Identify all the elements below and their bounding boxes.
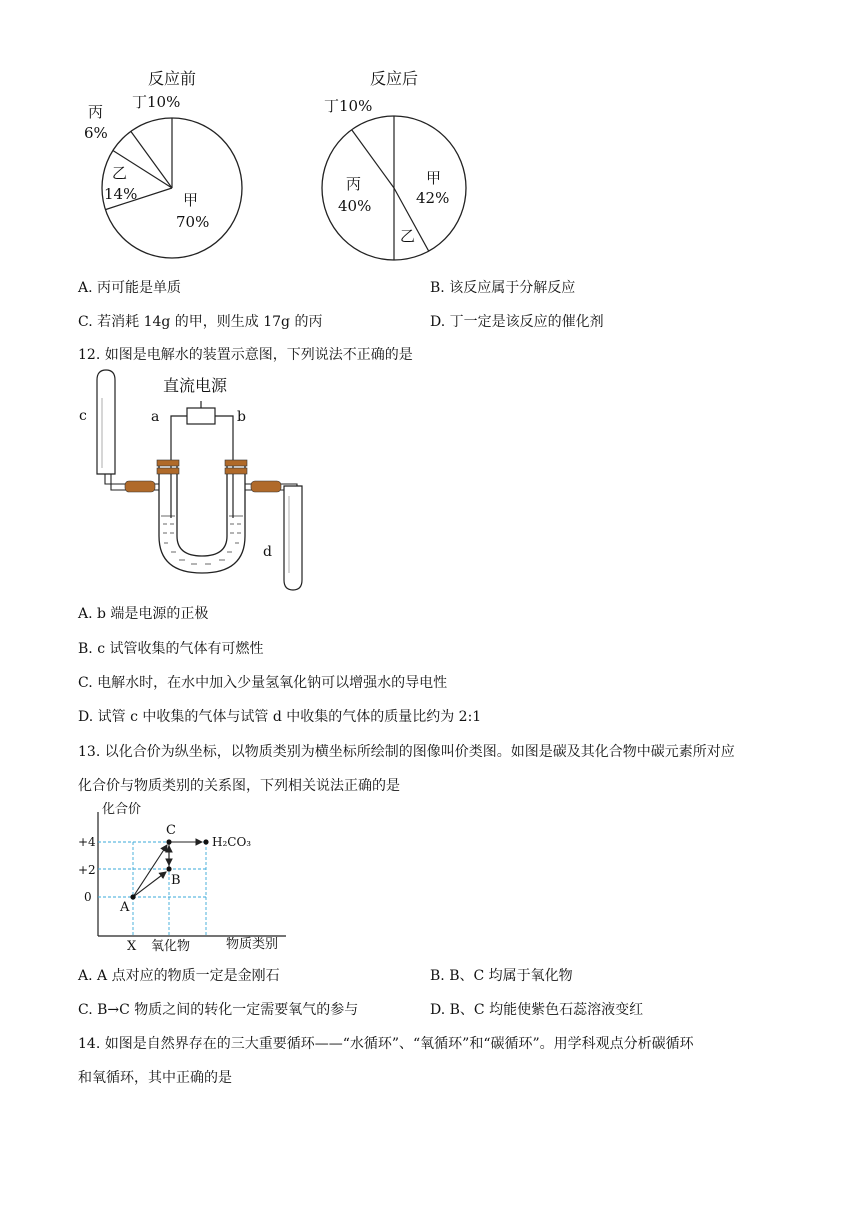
terminal-b-label: b [237, 409, 246, 425]
point-c [166, 839, 171, 844]
test-tube-d [284, 486, 302, 590]
pie-after-label-jia-pct: 42% [416, 189, 450, 207]
water-fill [161, 516, 243, 564]
q14-stem-line2: 和氧循环，其中正确的是 [78, 1070, 232, 1086]
label-a: A [120, 900, 130, 915]
label-b: B [171, 873, 181, 888]
q11-option-b: B. 该反应属于分解反应 [430, 280, 576, 296]
point-b [166, 866, 171, 871]
q12-option-d: D. 试管 c 中收集的气体与试管 d 中收集的气体的质量比约为 2:1 [78, 709, 482, 725]
terminal-a-label: a [151, 409, 160, 425]
pie-before-label-bing-pct: 6% [84, 124, 108, 142]
pie-after-title: 反应后 [369, 69, 419, 88]
q11-option-a: A. 丙可能是单质 [78, 280, 182, 296]
pie-after-label-bing-name: 丙 [346, 175, 362, 193]
u-tube [159, 464, 245, 573]
right-rubber-tube [251, 481, 281, 492]
pie-before-label-jia-pct: 70% [176, 213, 210, 231]
pie-before-label-yi-name: 乙 [112, 164, 128, 182]
pie-before-figure [84, 60, 260, 270]
y-axis-label: 化合价 [102, 802, 142, 817]
q12-option-b: B. c 试管收集的气体有可燃性 [78, 641, 264, 657]
x-tick-oxide: 氧化物 [151, 939, 191, 954]
right-stopper [225, 460, 247, 474]
pie-after-label-yi-name: 乙 [400, 227, 416, 245]
x-tick-x: X [127, 939, 137, 954]
left-rubber-tube [125, 481, 155, 492]
label-h2co3: H₂CO₃ [212, 835, 252, 849]
pie-before-label-jia-name: 甲 [183, 191, 199, 209]
electrolysis-apparatus-figure [75, 368, 315, 598]
pie-after-label-ding: 丁10% [324, 97, 373, 115]
q11-option-c: C. 若消耗 14g 的甲，则生成 17g 的丙 [78, 314, 323, 330]
label-c: C [166, 823, 176, 838]
q12-option-c: C. 电解水时，在水中加入少量氢氧化钠可以增强水的导电性 [78, 675, 448, 691]
q13-option-a: A. A 点对应的物质一定是金刚石 [78, 968, 280, 984]
q13-option-c: C. B→C 物质之间的转化一定需要氧气的参与 [78, 1002, 359, 1018]
y-tick-plus2: +2 [78, 863, 96, 877]
pie-before-label-yi-pct: 14% [104, 185, 138, 203]
pie-before-title: 反应前 [147, 69, 197, 88]
pie-after-slices [322, 116, 466, 260]
tube-c-label: c [79, 408, 87, 424]
q13-option-b: B. B、C 均属于氧化物 [430, 968, 573, 984]
power-supply-box [187, 408, 215, 424]
q11-option-d: D. 丁一定是该反应的催化剂 [430, 314, 604, 330]
dashed-guides [98, 842, 206, 936]
power-supply-label: 直流电源 [163, 376, 228, 395]
left-stopper [157, 460, 179, 474]
q14-stem-line1: 14. 如图是自然界存在的三大重要循环——“水循环”、“氧循环”和“碳循环”。用学科观点分析碳循环 [78, 1036, 694, 1052]
q13-stem-line1: 13. 以化合价为纵坐标，以物质类别为横坐标所绘制的图像叫价类图。如图是碳及其化合物中碳元素所对应 [78, 744, 735, 760]
q13-stem-line2: 化合价与物质类别的关系图，下列相关说法正确的是 [78, 778, 400, 794]
pie-after-label-bing-pct: 40% [338, 197, 372, 215]
valence-class-diagram [76, 798, 296, 954]
pie-after-figure [318, 60, 478, 270]
pie-after-label-jia-name: 甲 [426, 169, 442, 187]
y-tick-zero: 0 [84, 890, 92, 904]
pie-before-label-ding: 丁10% [132, 93, 181, 111]
point-h2co3 [203, 839, 208, 844]
q13-option-d: D. B、C 均能使紫色石蕊溶液变红 [430, 1002, 644, 1018]
pie-before-label-bing-name: 丙 [88, 103, 104, 121]
point-a [130, 894, 135, 899]
tube-d-label: d [263, 544, 272, 560]
x-axis-label: 物质类别 [226, 937, 279, 952]
y-tick-plus4: +4 [78, 835, 96, 849]
test-tube-c [97, 370, 115, 474]
q12-stem: 12. 如图是电解水的装置示意图，下列说法不正确的是 [78, 347, 413, 363]
q12-option-a: A. b 端是电源的正极 [78, 606, 209, 622]
